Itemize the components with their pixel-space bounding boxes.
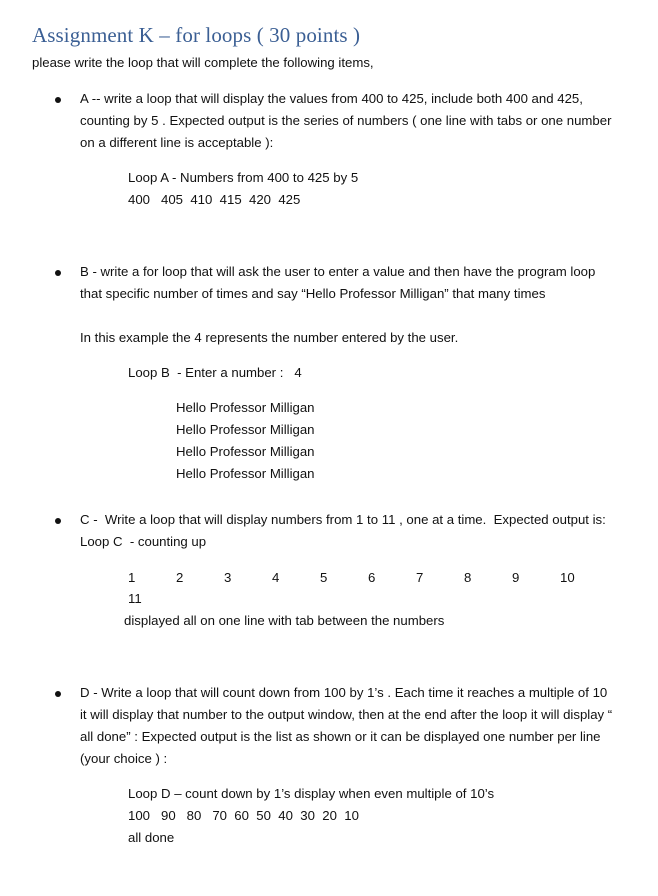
loop-c-numbers [0,570,658,592]
number-cell: 3 [224,570,232,585]
number-cell: 2 [176,570,184,585]
item-c-text: C - Write a loop that will display numbers from 1 to 11 , one at a time. Expected output is: Loop C - counting up [80,512,628,549]
output-line: Hello Professor Milligan [176,444,315,459]
loop-c-caption: displayed all on one line with tab between the numbers [124,613,445,628]
loop-d-values: 100 90 80 70 60 50 40 30 20 10 [128,808,359,823]
number-cell: 9 [512,570,520,585]
number-cell: 10 [560,570,575,585]
number-cell: 6 [368,570,376,585]
bullet-c [55,518,61,524]
number-cell: 5 [320,570,328,585]
number-cell: 1 [128,570,136,585]
loop-b-label: Loop B - Enter a number : 4 [128,365,302,380]
loop-d-final: all done [128,830,175,845]
loop-d-label: Loop D – count down by 1’s display when even multiple of 10’s [128,786,495,801]
number-cell: 7 [416,570,424,585]
bullet-a [55,97,61,103]
page-title: Assignment K – for loops ( 30 points ) [32,23,361,47]
number-cell: 8 [464,570,472,585]
number-cell: 11 [128,591,142,606]
output-line: Hello Professor Milligan [176,466,315,481]
item-d-text: D - Write a loop that will count down from 100 by 1’s . Each time it reaches a multiple of 10 it will display that number to the output window, then at the end after the loop it will display “ all done” : Expected output is the list as shown or it can be displayed one number per line (your choice ) : [80,685,613,766]
intro-text: please write the loop that will complete the following items, [32,55,374,70]
bullet-b [55,270,61,276]
number-cell: 4 [272,570,280,585]
loop-a-values: 400 405 410 415 420 425 [128,192,301,207]
loop-a-label: Loop A - Numbers from 400 to 425 by 5 [128,170,359,185]
output-line: Hello Professor Milligan [176,422,315,437]
item-a-text: A -- write a loop that will display the values from 400 to 425, include both 400 and 425, counting by 5 . Expected output is the series of numbers ( one line with tabs or one number on a different line is acceptable ): [80,91,612,150]
item-b-text: B - write a for loop that will ask the user to enter a value and then have the program loop that specific number of times and say “Hello Professor Milligan” that many times [80,264,596,301]
output-line: Hello Professor Milligan [176,400,315,415]
item-b-note: In this example the 4 represents the number entered by the user. [80,330,459,345]
bullet-d [55,691,61,697]
